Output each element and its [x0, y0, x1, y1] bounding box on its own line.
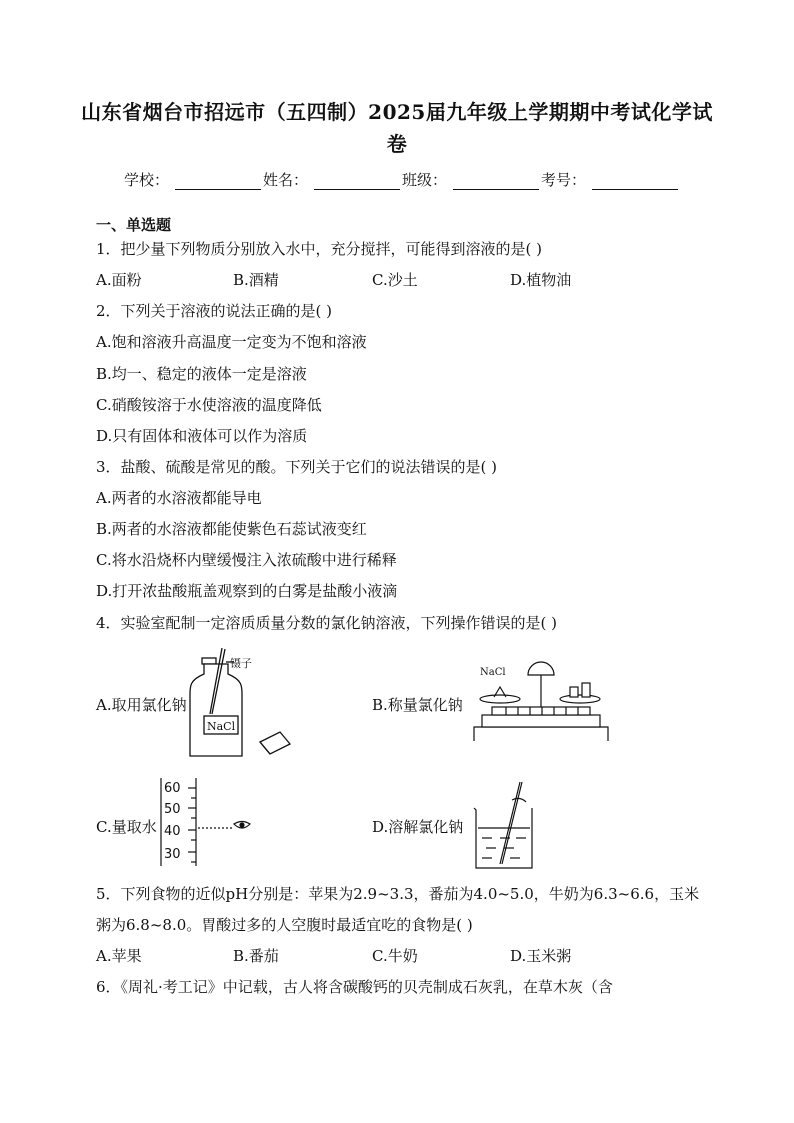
exam-number-blank[interactable]: [592, 173, 678, 190]
q5-stem-line-2: 粥为6.8~8.0。胃酸过多的人空腹时最适宜吃的食物是( ): [96, 916, 473, 934]
title-line-1: 山东省烟台市招远市（五四制）2025届九年级上学期期中考试化学试: [81, 100, 713, 124]
balance-base: [474, 727, 608, 741]
q2-option-d[interactable]: D.只有固体和液体可以作为溶质: [96, 427, 308, 445]
balance-dial: [528, 662, 554, 675]
student-info-row: [124, 170, 684, 190]
q4-option-c[interactable]: C.量取水: [96, 818, 157, 836]
q3-option-a[interactable]: A.两者的水溶液都能导电: [96, 489, 262, 507]
weight-2: [582, 683, 590, 697]
q6-stem: 6．《周礼·考工记》中记载，古人将含碳酸钙的贝壳制成石灰乳，在草木灰（含: [96, 978, 613, 996]
q2-option-b[interactable]: B.均一、稳定的液体一定是溶液: [96, 365, 307, 383]
q2-stem: 2．下列关于溶液的说法正确的是( ): [96, 302, 333, 320]
exam-title: [80, 96, 714, 160]
q5-option-d[interactable]: D.玉米粥: [510, 947, 572, 965]
q4-option-b[interactable]: B.称量氯化钠: [372, 696, 463, 714]
q5-option-a[interactable]: A.苹果: [96, 947, 142, 965]
q1-stem: 1．把少量下列物质分别放入水中，充分搅拌，可能得到溶液的是( ): [96, 240, 543, 258]
school-label: 学校：: [124, 171, 170, 189]
left-pan: [480, 695, 520, 703]
stir-arrow: [512, 798, 526, 802]
bottle-cap: [202, 658, 216, 664]
reagent-bottle-figure: [186, 648, 296, 768]
tweezers-label: 镊子: [230, 657, 252, 670]
q1-option-c[interactable]: C.沙土: [372, 271, 418, 289]
class-blank[interactable]: [453, 173, 539, 190]
q5-stem-line-1: 5．下列食物的近似pH分别是：苹果为2.9~3.3，番茄为4.0~5.0，牛奶为6.3~6.6，玉米: [96, 885, 700, 903]
tick-40: 40: [164, 824, 181, 839]
school-blank[interactable]: [175, 173, 261, 190]
exam-number-label: 考号：: [541, 171, 587, 189]
name-blank[interactable]: [314, 173, 400, 190]
pan-label: NaCl: [480, 667, 506, 678]
q4-option-d[interactable]: D.溶解氯化钠: [372, 818, 464, 836]
bottle-label-text: NaCl: [207, 720, 236, 733]
tick-60: 60: [164, 781, 181, 796]
q2-option-c[interactable]: C.硝酸铵溶于水使溶液的温度降低: [96, 396, 322, 414]
weight-1: [570, 687, 578, 697]
title-line-2: 卷: [386, 132, 408, 156]
q1-option-a[interactable]: A.面粉: [96, 271, 142, 289]
q3-option-d[interactable]: D.打开浓盐酸瓶盖观察到的白雾是盐酸小液滴: [96, 582, 398, 600]
glass-rod: [500, 782, 520, 864]
beaker-figure: [470, 778, 540, 872]
name-label: 姓名：: [263, 171, 309, 189]
tick-50: 50: [164, 802, 181, 817]
balance-figure: [466, 655, 616, 745]
section-heading: 一、单选题: [96, 216, 172, 234]
weighing-dish: [260, 732, 290, 754]
q5-option-c[interactable]: C.牛奶: [372, 947, 418, 965]
q1-option-b[interactable]: B.酒精: [233, 271, 279, 289]
q3-option-c[interactable]: C.将水沿烧杯内壁缓慢注入浓硫酸中进行稀释: [96, 551, 397, 569]
class-label: 班级：: [402, 171, 448, 189]
balance-beam: [492, 707, 590, 715]
q2-option-a[interactable]: A.饱和溶液升高温度一定变为不饱和溶液: [96, 333, 367, 351]
q4-option-a[interactable]: A.取用氯化钠: [96, 696, 187, 714]
q3-stem: 3．盐酸、硫酸是常见的酸。下列关于它们的说法错误的是( ): [96, 458, 498, 476]
q5-option-b[interactable]: B.番茄: [233, 947, 279, 965]
q3-option-b[interactable]: B.两者的水溶液都能使紫色石蕊试液变红: [96, 520, 367, 538]
tick-30: 30: [164, 847, 181, 862]
graduated-cylinder-figure: [158, 776, 258, 868]
right-pan: [560, 695, 600, 703]
q1-option-d[interactable]: D.植物油: [510, 271, 572, 289]
q4-stem: 4．实验室配制一定溶质质量分数的氯化钠溶液，下列操作错误的是( ): [96, 614, 558, 632]
